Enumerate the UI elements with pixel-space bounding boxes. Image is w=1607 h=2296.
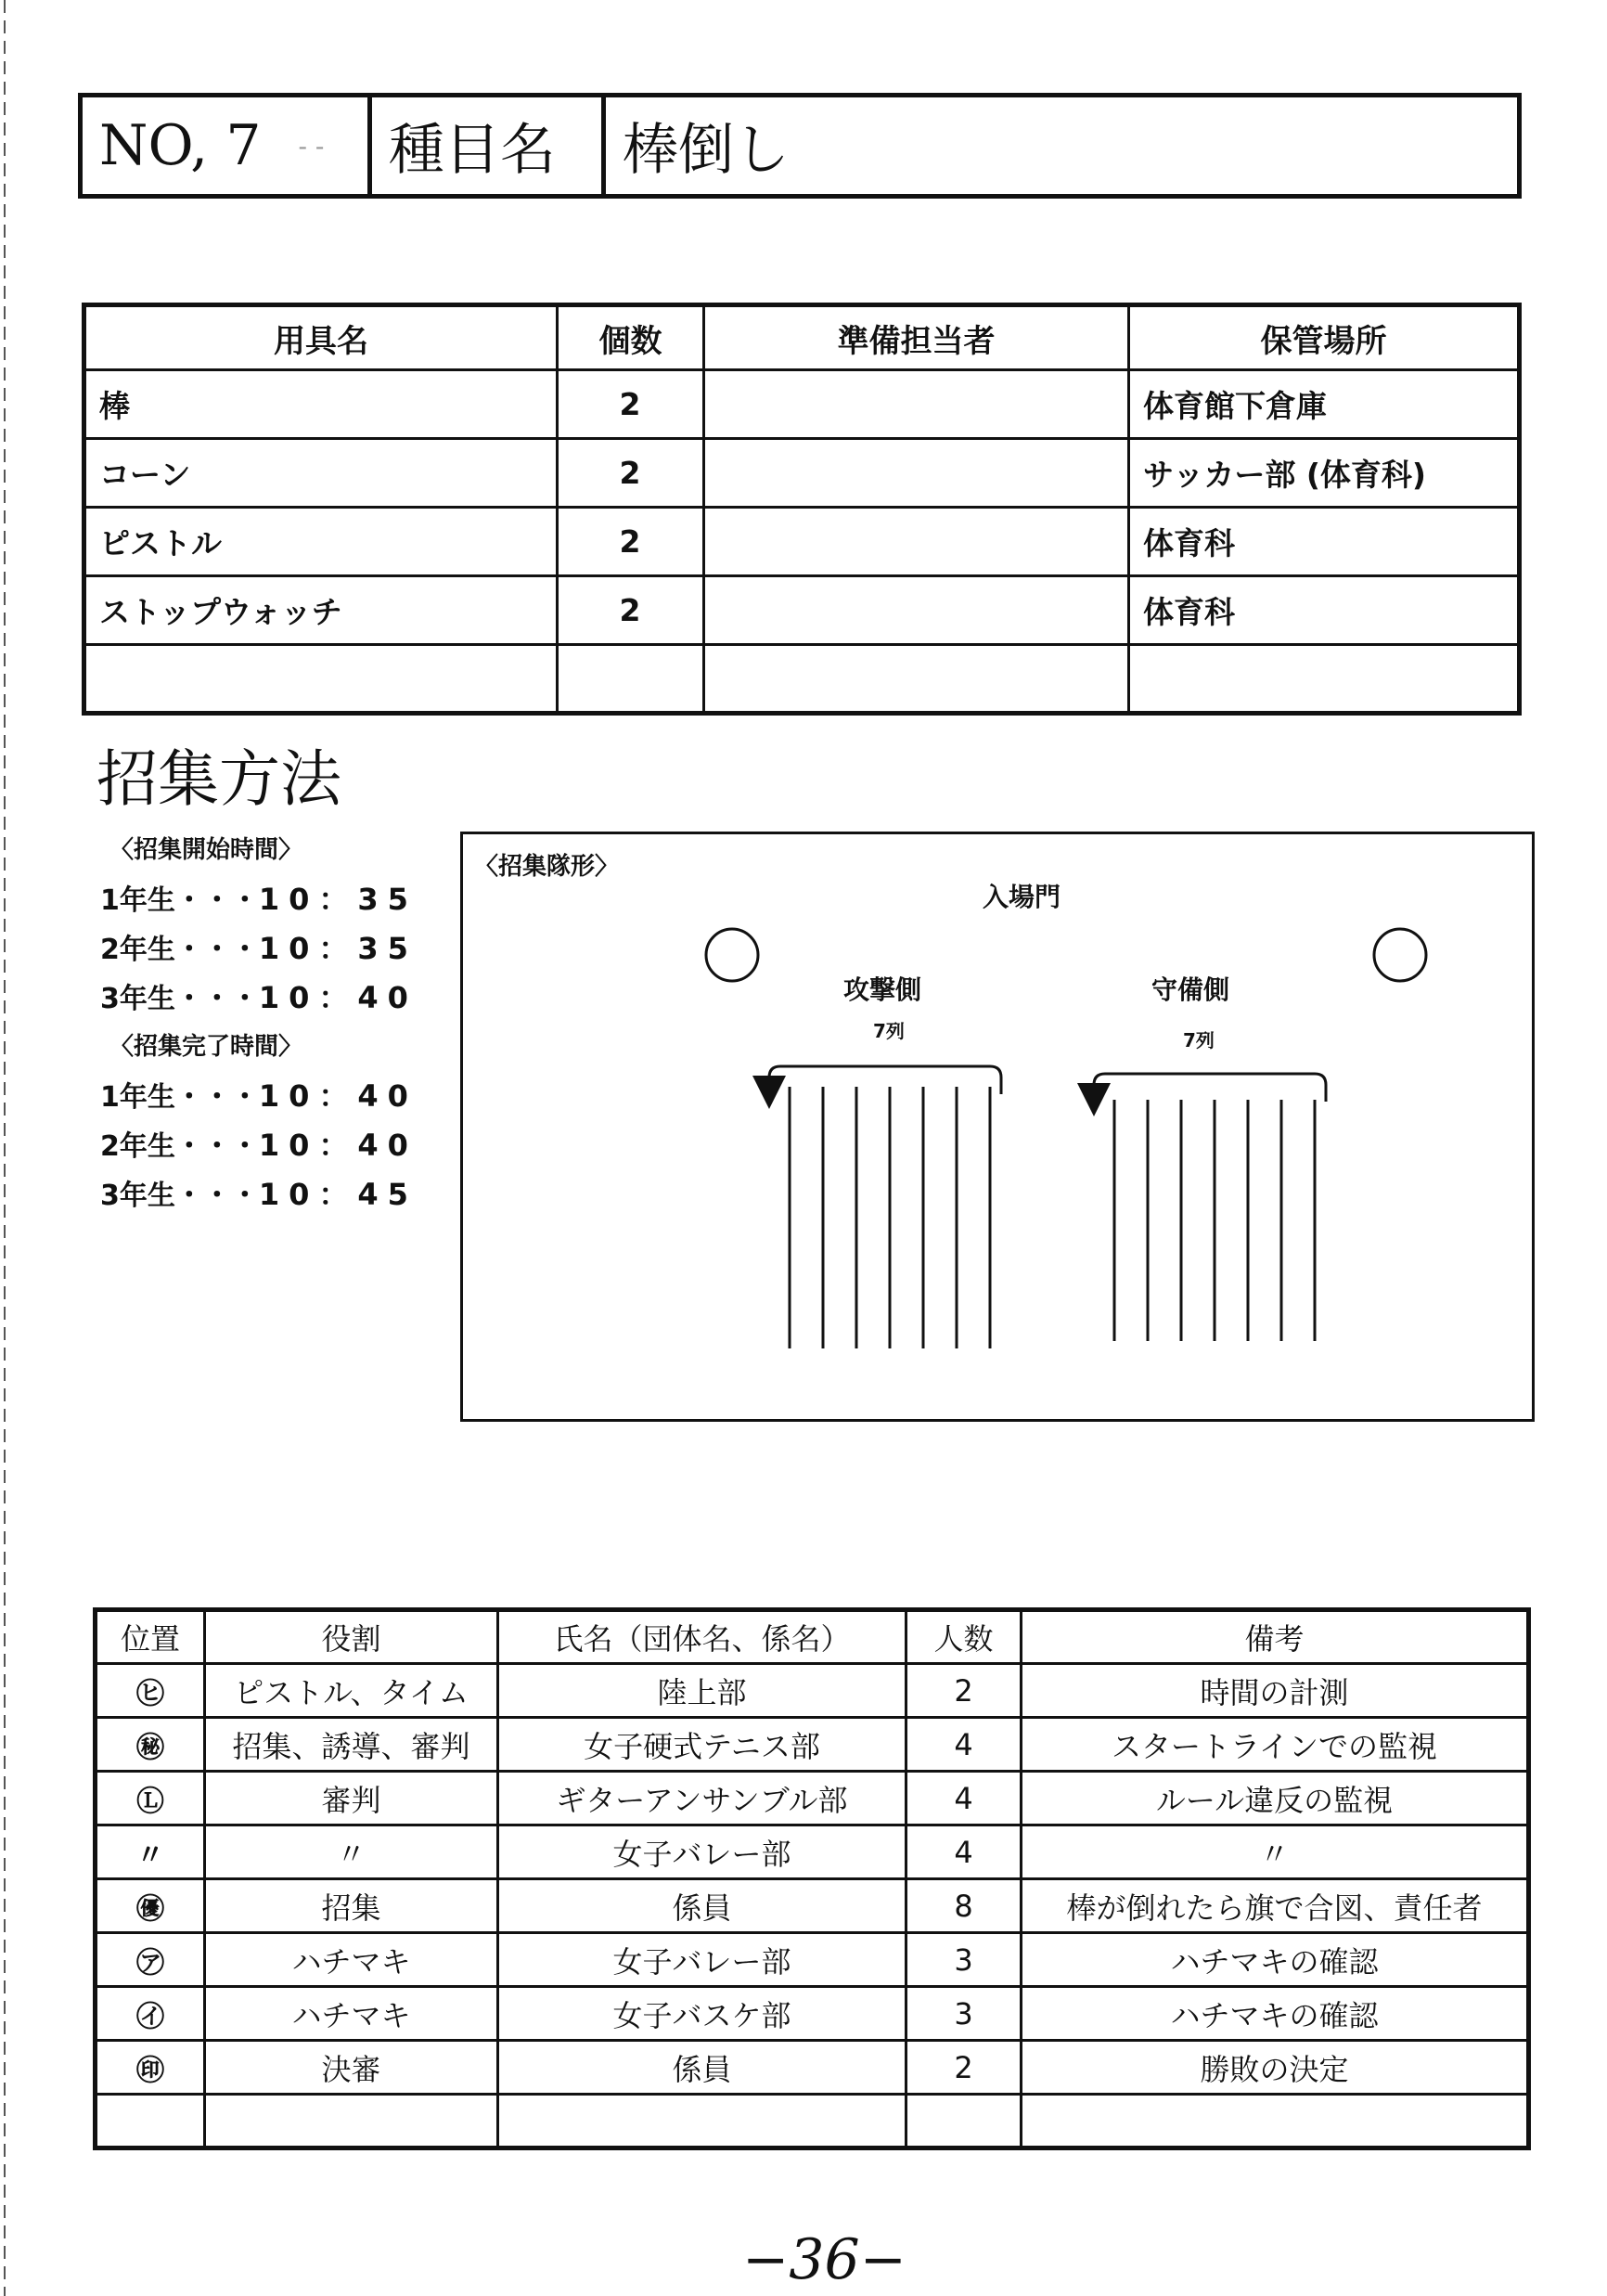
dots: ・・・ bbox=[174, 884, 259, 917]
staff-notes: スタートラインでの監視 bbox=[1022, 1718, 1529, 1772]
equipment-staff bbox=[704, 370, 1129, 439]
time: 10：35 bbox=[258, 882, 418, 917]
end-time-line bbox=[100, 1072, 418, 1121]
equipment-storage: 体育科 bbox=[1129, 508, 1520, 576]
time: 10：40 bbox=[258, 980, 418, 1015]
end-time-label: 〈招集完了時間〉 bbox=[109, 1033, 303, 1061]
dots: ・・・ bbox=[174, 1130, 259, 1163]
table-row bbox=[84, 645, 1520, 714]
attack-formation-columns bbox=[790, 1087, 990, 1348]
time: 10：45 bbox=[258, 1177, 418, 1212]
equipment-qty: 2 bbox=[558, 370, 704, 439]
equipment-name: ピストル bbox=[84, 508, 558, 576]
staff-count: 3 bbox=[906, 1933, 1022, 1987]
formation-drawing bbox=[463, 834, 1537, 1425]
dots: ・・・ bbox=[174, 934, 259, 966]
equipment-qty: 2 bbox=[558, 508, 704, 576]
staff-position: ㊝ bbox=[96, 1879, 205, 1933]
start-time-line bbox=[100, 875, 418, 924]
table-row bbox=[96, 1987, 1529, 2041]
event-name-cell bbox=[606, 97, 1517, 194]
page-number: −36− bbox=[742, 2227, 906, 2292]
staff-name: 女子バスケ部 bbox=[498, 1987, 906, 2041]
attack-side-label: 攻撃側 bbox=[843, 974, 922, 1005]
staff-col-name: 氏名（団体名、係名） bbox=[498, 1610, 906, 1664]
binding-margin-line bbox=[4, 0, 6, 2296]
equipment-header-row bbox=[84, 305, 1520, 370]
staff-role: ハチマキ bbox=[205, 1987, 498, 2041]
table-row bbox=[96, 1772, 1529, 1825]
equipment-staff bbox=[704, 645, 1129, 714]
equipment-staff bbox=[704, 439, 1129, 508]
staff-count: 2 bbox=[906, 1664, 1022, 1718]
start-time-line bbox=[100, 924, 418, 974]
table-row bbox=[84, 508, 1520, 576]
attack-arrow-icon bbox=[769, 1066, 1001, 1094]
staff-position: ㋑ bbox=[96, 1987, 205, 2041]
staff-col-notes: 備考 bbox=[1022, 1610, 1529, 1664]
table-row bbox=[96, 1718, 1529, 1772]
staff-notes: 〃 bbox=[1022, 1825, 1529, 1879]
defense-side-label: 守備側 bbox=[1151, 974, 1230, 1005]
staff-notes: ハチマキの確認 bbox=[1022, 1933, 1529, 1987]
time: 10：40 bbox=[258, 1128, 418, 1163]
staff-role: 審判 bbox=[205, 1772, 498, 1825]
cone-marker-right bbox=[1374, 929, 1426, 981]
start-time-label: 〈招集開始時間〉 bbox=[109, 836, 303, 864]
grade: 1年生 bbox=[100, 1081, 175, 1114]
defense-columns-label: 7列 bbox=[1183, 1029, 1215, 1051]
equipment-name bbox=[84, 645, 558, 714]
staff-header-row bbox=[96, 1610, 1529, 1664]
staff-notes: ルール違反の監視 bbox=[1022, 1772, 1529, 1825]
table-row bbox=[96, 2095, 1529, 2148]
staff-role: 招集 bbox=[205, 1879, 498, 1933]
grade: 3年生 bbox=[100, 983, 175, 1015]
grade: 2年生 bbox=[100, 934, 175, 966]
table-row bbox=[96, 1933, 1529, 1987]
staff-notes: 棒が倒れたら旗で合図、責任者 bbox=[1022, 1879, 1529, 1933]
event-label: 種目名 bbox=[389, 118, 556, 183]
table-row bbox=[84, 576, 1520, 645]
entrance-gate-label: 入場門 bbox=[983, 882, 1061, 912]
event-label-cell bbox=[372, 97, 606, 194]
staff-role: 招集、誘導、審判 bbox=[205, 1718, 498, 1772]
equipment-staff bbox=[704, 576, 1129, 645]
staff-position: ㋐ bbox=[96, 1933, 205, 1987]
staff-name: 陸上部 bbox=[498, 1664, 906, 1718]
staff-position: Ⓛ bbox=[96, 1772, 205, 1825]
staff-notes bbox=[1022, 2095, 1529, 2148]
staff-count: 3 bbox=[906, 1987, 1022, 2041]
staff-name: ギターアンサンブル部 bbox=[498, 1772, 906, 1825]
grade: 1年生 bbox=[100, 884, 175, 917]
table-row bbox=[96, 1825, 1529, 1879]
formation-diagram bbox=[460, 832, 1535, 1422]
staff-name: 女子バレー部 bbox=[498, 1933, 906, 1987]
time: 10：35 bbox=[258, 931, 418, 966]
equipment-qty bbox=[558, 645, 704, 714]
equipment-qty: 2 bbox=[558, 576, 704, 645]
staff-position bbox=[96, 2095, 205, 2148]
staff-notes: ハチマキの確認 bbox=[1022, 1987, 1529, 2041]
table-row bbox=[96, 1664, 1529, 1718]
table-row bbox=[84, 439, 1520, 508]
equipment-storage: 体育館下倉庫 bbox=[1129, 370, 1520, 439]
staff-col-count: 人数 bbox=[906, 1610, 1022, 1664]
staff-position: 〃 bbox=[96, 1825, 205, 1879]
grade: 3年生 bbox=[100, 1180, 175, 1212]
staff-col-role: 役割 bbox=[205, 1610, 498, 1664]
staff-name bbox=[498, 2095, 906, 2148]
equipment-col-storage: 保管場所 bbox=[1129, 305, 1520, 370]
staff-role: 〃 bbox=[205, 1825, 498, 1879]
event-number-cell: NO, 7 - - bbox=[83, 97, 372, 194]
equipment-storage: サッカー部 (体育科) bbox=[1129, 439, 1520, 508]
staff-count: 4 bbox=[906, 1772, 1022, 1825]
table-row bbox=[96, 2041, 1529, 2095]
end-time-line bbox=[100, 1121, 418, 1170]
attack-columns-label: 7列 bbox=[873, 1020, 905, 1042]
event-number: NO, 7 bbox=[99, 113, 262, 178]
equipment-col-staff: 準備担当者 bbox=[704, 305, 1129, 370]
end-time-line bbox=[100, 1170, 418, 1219]
staff-notes: 勝敗の決定 bbox=[1022, 2041, 1529, 2095]
time: 10：40 bbox=[258, 1078, 418, 1114]
equipment-storage bbox=[1129, 645, 1520, 714]
defense-arrow-icon bbox=[1094, 1074, 1326, 1102]
dots: ・・・ bbox=[174, 1081, 259, 1114]
staff-notes: 時間の計測 bbox=[1022, 1664, 1529, 1718]
equipment-name: コーン bbox=[84, 439, 558, 508]
dots: ・・・ bbox=[174, 983, 259, 1015]
staff-table bbox=[93, 1607, 1531, 2150]
event-header bbox=[78, 93, 1522, 199]
table-row bbox=[96, 1879, 1529, 1933]
formation-label: 〈招集隊形〉 bbox=[474, 853, 620, 881]
start-time-line bbox=[100, 974, 418, 1023]
staff-name: 女子バレー部 bbox=[498, 1825, 906, 1879]
event-name: 棒倒し bbox=[623, 118, 790, 183]
equipment-name: ストップウォッチ bbox=[84, 576, 558, 645]
equipment-col-qty: 個数 bbox=[558, 305, 704, 370]
grade: 2年生 bbox=[100, 1130, 175, 1163]
gathering-times bbox=[100, 826, 418, 1219]
equipment-name: 棒 bbox=[84, 370, 558, 439]
equipment-staff bbox=[704, 508, 1129, 576]
staff-count: 4 bbox=[906, 1718, 1022, 1772]
staff-name: 係員 bbox=[498, 1879, 906, 1933]
cone-marker-left bbox=[706, 929, 758, 981]
staff-role: ピストル、タイム bbox=[205, 1664, 498, 1718]
staff-count: 8 bbox=[906, 1879, 1022, 1933]
staff-col-position: 位置 bbox=[96, 1610, 205, 1664]
staff-role: 決審 bbox=[205, 2041, 498, 2095]
staff-position: ㊙ bbox=[96, 1718, 205, 1772]
dots: ・・・ bbox=[174, 1180, 259, 1212]
staff-position: ㋪ bbox=[96, 1664, 205, 1718]
staff-count bbox=[906, 2095, 1022, 2148]
equipment-table bbox=[82, 303, 1522, 716]
equipment-col-name: 用具名 bbox=[84, 305, 558, 370]
staff-role: ハチマキ bbox=[205, 1933, 498, 1987]
staff-name: 係員 bbox=[498, 2041, 906, 2095]
staff-count: 2 bbox=[906, 2041, 1022, 2095]
equipment-storage: 体育科 bbox=[1129, 576, 1520, 645]
defense-formation-columns bbox=[1114, 1100, 1315, 1341]
staff-position: ㊞ bbox=[96, 2041, 205, 2095]
staff-role bbox=[205, 2095, 498, 2148]
equipment-qty: 2 bbox=[558, 439, 704, 508]
table-row bbox=[84, 370, 1520, 439]
staff-name: 女子硬式テニス部 bbox=[498, 1718, 906, 1772]
gathering-title: 招集方法 bbox=[96, 743, 341, 815]
staff-count: 4 bbox=[906, 1825, 1022, 1879]
